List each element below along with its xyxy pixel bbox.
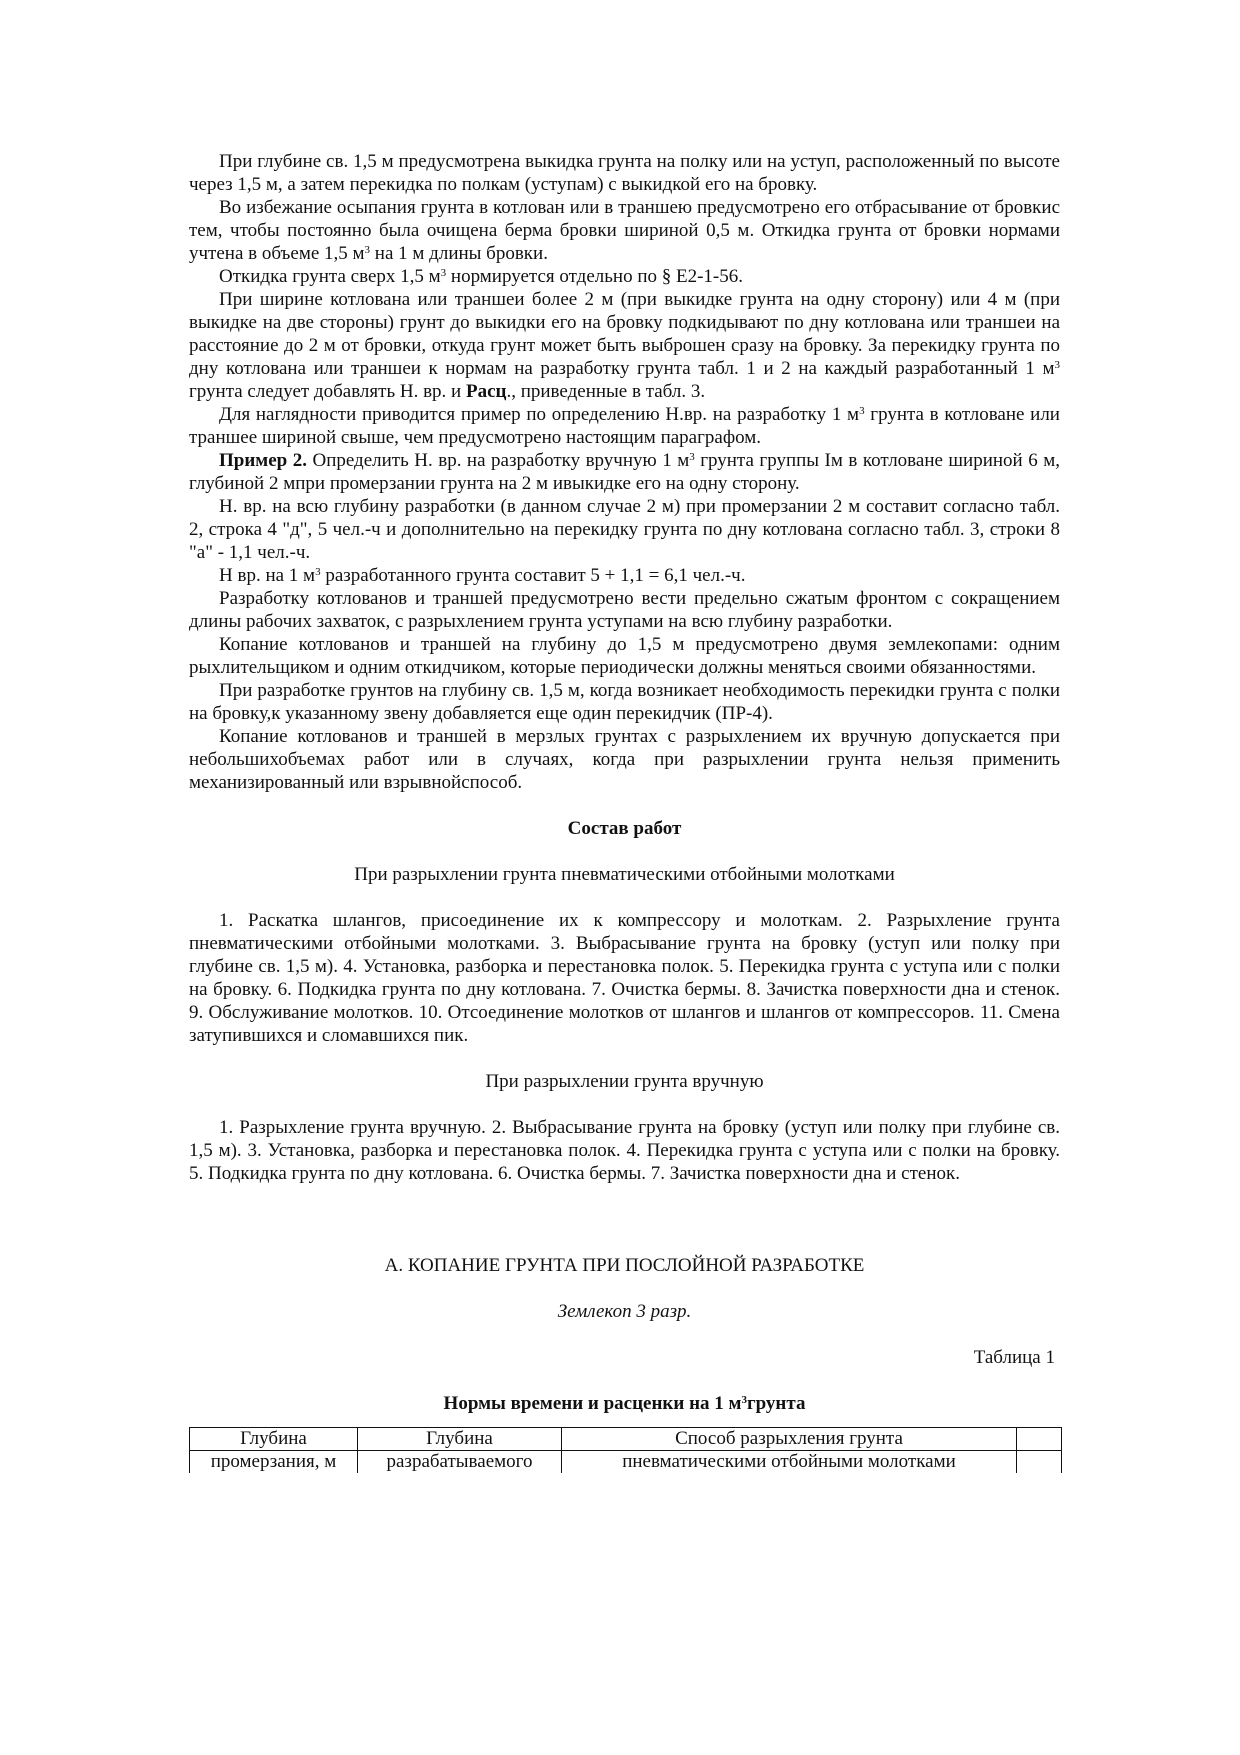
manual-heading: При разрыхлении грунта вручную bbox=[485, 1071, 764, 1092]
paragraph bbox=[189, 449, 1060, 495]
text-run: разработанного грунта составит 5 + 1,1 = 6,1 чел.-ч. bbox=[320, 565, 746, 586]
superscript: 3 bbox=[741, 1394, 747, 1406]
paragraph: Копание котлованов и траншей на глубину до 1,5 м предусмотрено двумя землекопами: одним рыхлительщиком и одним откидчиком, которые периодически должны меняться своими обязанностями. bbox=[189, 634, 1060, 678]
table-cell: Глубина bbox=[190, 1428, 358, 1451]
table-label: Таблица 1 bbox=[973, 1347, 1055, 1368]
pneumatic-work-list: 1. Раскатка шлангов, присоединение их к компрессору и молоткам. 2. Разрыхление грунта пневматическими отбойными молотками. 3. Выбрасывание грунта на бровку (уступ или полку при глубине св. 1,5 м). 4. Установка, разборка и перестановка полок. 5. Перекидка грунта с уступа или с полки на бровку. 6. Подкидка грунта по дну котлована. 7. Очистка бермы. 8. Зачистка поверхности дна и стенок. 9. Обслуживание молотков. 10. Отсоединение молотков от шлангов и шлангов от компрессоров. 11. Смена затупившихся и сломавшихся пик. bbox=[189, 910, 1060, 1046]
bold-run: Расц bbox=[465, 381, 507, 402]
paragraph: Разработку котлованов и траншей предусмотрено вести предельно сжатым фронтом с сокращением длины рабочих захваток, с разрыхлением грунта уступами на всю глубину разработки. bbox=[189, 588, 1060, 632]
paragraph: При глубине св. 1,5 м предусмотрена выкидка грунта на полку или на уступ, расположенный по высоте через 1,5 м, а затем перекидка по полкам (уступам) с выкидкой его на бровку. bbox=[189, 151, 1060, 195]
superscript: 3 bbox=[1054, 359, 1060, 371]
table-row bbox=[190, 1451, 1062, 1474]
table-title bbox=[189, 1392, 1060, 1415]
document-page bbox=[189, 150, 1060, 1473]
paragraph bbox=[189, 196, 1060, 265]
table-cell bbox=[1017, 1451, 1062, 1474]
paragraph: При разработке грунтов на глубину св. 1,5 м, когда возникает необходимость перекидки грунта с полки на бровку,к указанному звену добавляется еще один перекидчик (ПР-4). bbox=[189, 680, 1060, 724]
table-cell: промерзания, м bbox=[190, 1451, 358, 1474]
paragraph bbox=[189, 564, 1060, 587]
superscript: 3 bbox=[689, 451, 695, 463]
paragraph: Н. вр. на всю глубину разработки (в данном случае 2 м) при промерзании 2 м составит согласно табл. 2, строка 4 "д", 5 чел.-ч и дополнительно на перекидку грунта по дну котлована согласно табл. 3, строки 8 "а" - 1,1 чел.-ч. bbox=[189, 496, 1060, 563]
text-run: Определить Н. вр. на разработку вручную 1 м bbox=[306, 450, 690, 471]
pneumatic-heading: При разрыхлении грунта пневматическими отбойными молотками bbox=[354, 864, 895, 885]
superscript: 3 bbox=[440, 267, 447, 279]
text-run: Нормы времени и расценки на 1 м bbox=[443, 1393, 742, 1414]
bold-run: Пример 2. bbox=[219, 450, 307, 471]
paragraph bbox=[189, 265, 1060, 288]
table-cell: Глубина bbox=[358, 1428, 562, 1451]
worker-grade: Землекоп 3 разр. bbox=[557, 1301, 692, 1322]
text-run: грунта группы Iм в котловане шириной 6 м, глубиной 2 мпри промерзании грунта на 2 м ивыкидке его на одну сторону. bbox=[189, 450, 1060, 494]
section-title: А. КОПАНИЕ ГРУНТА ПРИ ПОСЛОЙНОЙ РАЗРАБОТКЕ bbox=[384, 1255, 865, 1276]
work-composition-title: Состав работ bbox=[567, 818, 682, 839]
text-run: Во избежание осыпания грунта в котлован или в траншею предусмотрено его отбрасывание от бровкис тем, чтобы постоянно была очищена берма бровки шириной 0,5 м. Откидка грунта от бровки нормами учтена в объеме 1,5 м bbox=[189, 197, 1060, 264]
text-run: грунта следует добавлять Н. вр. и bbox=[189, 381, 466, 402]
superscript: 3 bbox=[315, 566, 321, 578]
table-cell: Способ разрыхления грунта bbox=[562, 1428, 1017, 1451]
text-run: Откидка грунта сверх 1,5 м bbox=[219, 266, 441, 287]
text-run: нормируется отдельно по § Е2-1-56. bbox=[446, 266, 744, 287]
text-run: При ширине котлована или траншеи более 2 м (при выкидке грунта на одну сторону) или 4 м (при выкидке на две стороны) грунт до выкидки его на бровку подкидывают по дну котлована или траншеи на расстояние до 2 м от бровки, откуда грунт может быть выброшен сразу на бровку. За перекидку грунта по дну котлована или траншеи к нормам на разработку грунта табл. 1 и 2 на каждый разработанный 1 м bbox=[189, 289, 1060, 379]
table-cell: разрабатываемого bbox=[358, 1451, 562, 1474]
text-run: грунта bbox=[746, 1393, 806, 1414]
manual-work-list: 1. Разрыхление грунта вручную. 2. Выбрасывание грунта на бровку (уступ или полку при глубине св. 1,5 м). 3. Установка, разборка и перестановка полок. 4. Перекидка грунта с уступа или с полки на бровку. 5. Подкидка грунта по дну котлована. 6. Очистка бермы. 7. Зачистка поверхности дна и стенок. bbox=[189, 1117, 1060, 1184]
text-run: Н вр. на 1 м bbox=[219, 565, 316, 586]
text-run: Для наглядности приводится пример по определению Н.вр. на разработку 1 м bbox=[219, 404, 860, 425]
superscript: 3 bbox=[364, 244, 371, 256]
superscript: 3 bbox=[859, 405, 865, 417]
text-run: грунта в котловане или траншее шириной свыше, чем предусмотрено настоящим параграфом. bbox=[189, 404, 1060, 448]
text-run: ., приведенные в табл. 3. bbox=[506, 381, 706, 402]
paragraph: Копание котлованов и траншей в мерзлых грунтах с разрыхлением их вручную допускается при небольшихобъемах работ или в случаях, когда при разрыхлении грунта нельзя применить механизированный или взрывнойспособ. bbox=[189, 726, 1060, 793]
norms-table bbox=[189, 1427, 1062, 1473]
table-cell bbox=[1017, 1428, 1062, 1451]
table-row bbox=[190, 1428, 1062, 1451]
paragraph bbox=[189, 403, 1060, 449]
paragraph bbox=[189, 288, 1060, 403]
text-run: на 1 м длины бровки. bbox=[370, 243, 548, 264]
table-cell: пневматическими отбойными молотками bbox=[562, 1451, 1017, 1474]
